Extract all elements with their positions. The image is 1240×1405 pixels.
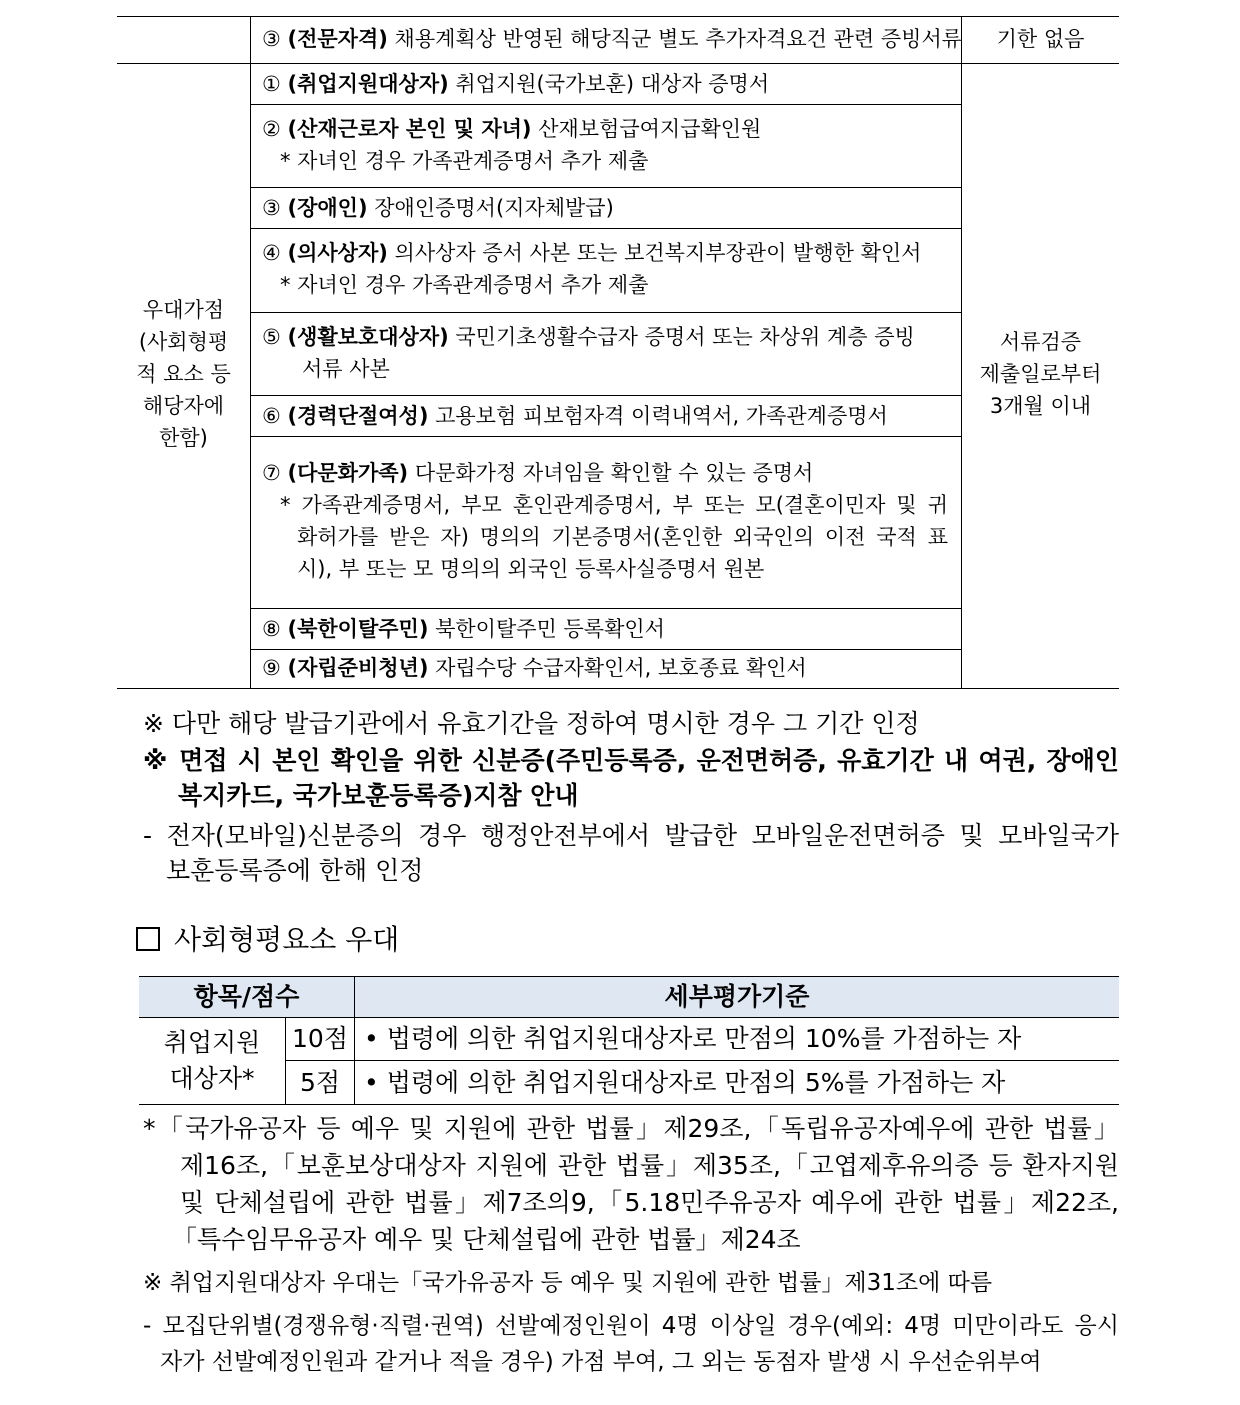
note-validity: ※ 다만 해당 발급기관에서 유효기간을 정하여 명시한 경우 그 기간 인정	[143, 709, 920, 738]
footnote-condition-cont: 자가 선발예정인원과 같거나 적을 경우) 가점 부여, 그 외는 동점자 발생 시 우선순위부여	[160, 1349, 1042, 1375]
table-row-divider	[250, 608, 962, 609]
category-label: 우대가점 (사회형평 적 요소 등 해당자에 한함)	[136, 298, 231, 450]
header-criteria: 세부평가기준	[664, 982, 810, 1011]
doc-item-righteous-casualty: ④ (의사상자) 의사상자 증서 사본 또는 보건복지부장관이 발행한 확인서	[262, 241, 922, 265]
table-row-divider	[250, 649, 962, 650]
doc-item-career-break: ⑥ (경력단절여성) 고용보험 피보험자격 이력내역서, 가족관계증명서	[262, 404, 888, 428]
table-row-divider	[117, 63, 1119, 64]
table-header-divider	[139, 1017, 1119, 1018]
doc-item-subnote: 시), 부 또는 모 명의의 외국인 등록사실증명서 원본	[297, 557, 765, 581]
note-id-card: ※ 면접 시 본인 확인을 위한 신분증(주민등록증, 운전면허증, 유효기간 내 여권, 장애인	[143, 746, 1119, 775]
table-border-top	[139, 976, 1119, 977]
table-row-divider	[250, 312, 962, 313]
table-col-divider	[250, 16, 251, 689]
table-row-divider	[250, 187, 962, 188]
doc-item-subnote: * 자녀인 경우 가족관계증명서 추가 제출	[280, 149, 649, 173]
doc-item-employment-support: ① (취업지원대상자) 취업지원(국가보훈) 대상자 증명서	[262, 72, 770, 96]
section-title: 사회형평요소 우대	[174, 923, 400, 956]
doc-item-livelihood: ⑤ (생활보호대상자) 국민기초생활수급자 증명서 또는 차상위 계층 증빙	[262, 325, 915, 349]
score-5: 5점	[299, 1068, 341, 1097]
score-10: 10점	[292, 1024, 348, 1053]
doc-item-subnote: * 자녀인 경우 가족관계증명서 추가 제출	[280, 273, 649, 297]
doc-item-subnote: * 가족관계증명서, 부모 혼인관계증명서, 부 또는 모(결혼이민자 및 귀	[280, 493, 948, 517]
footnote-laws-cont: 제16조,「보훈보상대상자 지원에 관한 법률」제35조,「고엽제후유의증 등 환자지원	[180, 1151, 1119, 1180]
table-border-bottom	[139, 1104, 1119, 1105]
footnote-condition: - 모집단위별(경쟁유형·직렬·권역) 선발예정인원이 4명 이상일 경우(예외: 4명 미만이라도 응시	[143, 1313, 1119, 1339]
table-border-top	[117, 16, 1119, 17]
doc-item-defector: ⑧ (북한이탈주민) 북한이탈주민 등록확인서	[262, 617, 665, 641]
table-row-divider	[285, 1060, 1119, 1061]
header-item-score: 항목/점수	[193, 982, 300, 1011]
doc-item-multicultural: ⑦ (다문화가족) 다문화가정 자녀임을 확인할 수 있는 증명서	[262, 461, 814, 485]
table-row-divider	[250, 228, 962, 229]
footnote-laws-cont: 「특수임무유공자 예우 및 단체설립에 관한 법률」제24조	[172, 1225, 801, 1254]
footnote-preference: ※ 취업지원대상자 우대는「국가유공자 등 예우 및 지원에 관한 법률」제31조에 따름	[143, 1270, 993, 1296]
deadline-verification: 서류검증 제출일로부터 3개월 이내	[979, 330, 1102, 418]
footnote-laws: *「국가유공자 등 예우 및 지원에 관한 법률」제29조,「독립유공자예우에 관한 법률」	[143, 1114, 1119, 1143]
doc-item-industrial-accident: ② (산재근로자 본인 및 자녀) 산재보험급여지급확인원	[262, 117, 762, 141]
table-border-bottom	[117, 688, 1119, 689]
doc-item-continuation: 서류 사본	[302, 357, 390, 381]
note-id-card-cont: 복지카드, 국가보훈등록증)지참 안내	[178, 781, 579, 810]
footnote-laws-cont: 및 단체설립에 관한 법률」제7조의9,「5.18민주유공자 예우에 관한 법률」제22조,	[180, 1188, 1119, 1217]
table-row-divider	[250, 104, 962, 105]
criteria-5: • 법령에 의한 취업지원대상자로 만점의 5%를 가점하는 자	[364, 1068, 1006, 1097]
doc-item-independent-youth: ⑨ (자립준비청년) 자립수당 수급자확인서, 보호종료 확인서	[262, 656, 807, 680]
section-heading	[136, 918, 399, 958]
checkbox-square-icon	[136, 927, 160, 951]
doc-item-professional: ③ (전문자격) 채용계획상 반영된 해당직군 별도 추가자격요건 관련 증빙서류	[262, 27, 963, 51]
note-mobile-id: - 전자(모바일)신분증의 경우 행정안전부에서 발급한 모바일운전면허증 및 모바일국가	[143, 821, 1119, 850]
deadline-none: 기한 없음	[996, 27, 1085, 51]
criteria-10: • 법령에 의한 취업지원대상자로 만점의 10%를 가점하는 자	[364, 1024, 1022, 1053]
doc-item-subnote: 화허가를 받은 자) 명의의 기본증명서(혼인한 외국인의 이전 국적 표	[297, 525, 948, 549]
item-label: 취업지원 대상자*	[163, 1028, 261, 1093]
note-mobile-id-cont: 보훈등록증에 한해 인정	[166, 856, 424, 885]
table-row-divider	[250, 395, 962, 396]
table-row-divider	[250, 436, 962, 437]
doc-item-disabled: ③ (장애인) 장애인증명서(지자체발급)	[262, 196, 614, 220]
